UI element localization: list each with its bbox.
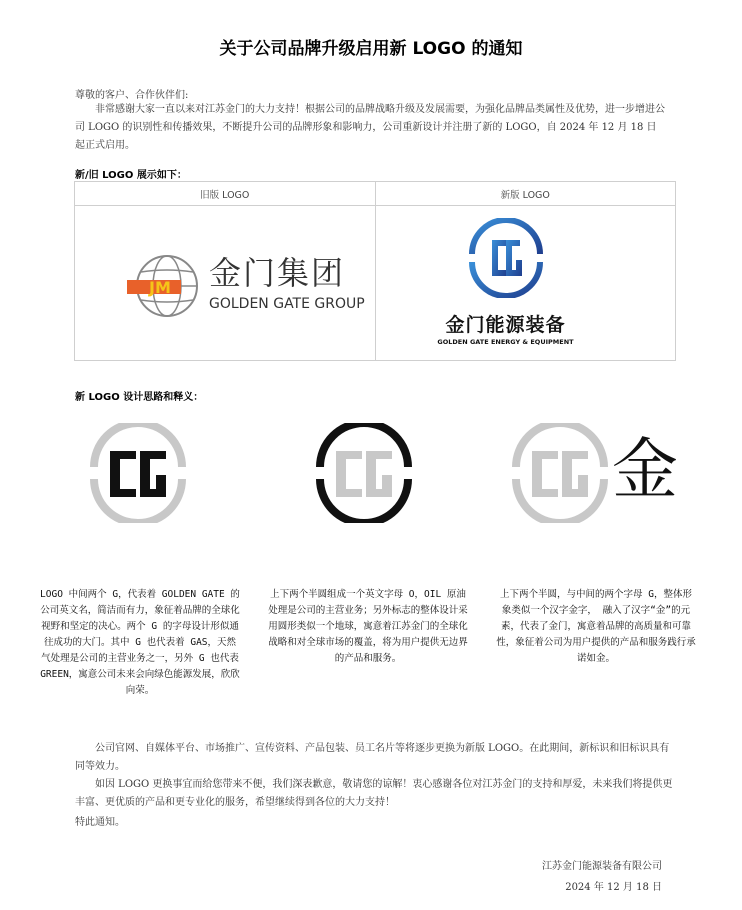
greeting: 尊敬的客户、合作伙伴们: <box>75 90 189 101</box>
apology-paragraph: 如因 LOGO 更换事宜而给您带来不便，我们深表歉意，敬请您的谅解！衷心感谢各位对江苏金门的支持和厚爱，未来我们将提供更丰富、更优质的产品和更专业化的服务，希望继续得到各位的大力支持！ <box>75 779 673 808</box>
old-logo-mark: JM <box>149 278 171 297</box>
globe-icon <box>127 246 207 326</box>
new-logo-name-en: GOLDEN GATE ENERGY & EQUIPMENT <box>437 338 574 346</box>
design-heading: 新 LOGO 设计思路和释义： <box>75 392 204 403</box>
logo-comparison-table <box>74 181 676 361</box>
notice-date: 2024 年 12 月 18 日 <box>565 882 662 893</box>
old-logo-name-en: GOLDEN GATE GROUP <box>209 296 365 312</box>
new-logo <box>431 218 581 358</box>
logo-display-heading: 新/旧 LOGO 展示如下： <box>75 170 187 181</box>
explanation-circle: 上下两个半圆组成一个英文字母 O，OIL 原油处理是公司的主营业务；另外标志的整体设计采用圆形类似一个地球，寓意着江苏金门的全球化战略和对全球市场的覆盖，将为用户提供无边界的产品和服务。 <box>268 589 468 664</box>
new-logo-name-cn: 金门能源装备 <box>445 314 566 336</box>
old-logo-name-cn: 金门集团 <box>209 254 346 292</box>
old-logo-header: 旧版 LOGO <box>75 182 376 206</box>
jin-mark-icon <box>510 423 610 523</box>
notice-title: 关于公司品牌升级启用新 LOGO 的通知 <box>219 39 523 59</box>
new-logo-emblem-icon <box>466 218 546 298</box>
jin-glyph: 金 <box>612 431 678 508</box>
new-logo-header: 新版 LOGO <box>375 182 676 206</box>
intro-paragraph: 非常感谢大家一直以来对江苏金门的大力支持！根据公司的品牌战略升级及发展需要，为强化品牌品类属性及优势，进一步增进公司 LOGO 的识别性和传播效果，不断提升公司的品牌形象和影响力，公司重新设计并注册了新的 LOGO，自 2024 年 12 月 18 日起正式启用。 <box>75 104 665 151</box>
closing-line: 特此通知。 <box>75 817 125 828</box>
company-signature: 江苏金门能源装备有限公司 <box>542 861 662 872</box>
circle-o-icon <box>314 423 414 523</box>
explanation-gg: LOGO 中间两个 G，代表着 GOLDEN GATE 的公司英文名，简洁而有力，象征着品牌的全球化视野和坚定的决心。两个 G 的字母设计形似通往成功的大门。其中 G 也代表着 GAS，天然气处理是公司的主营业务之一，另外 G 也代表 GREEN，寓意公司未来会向绿色能源发展，欣欣向荣。 <box>40 589 240 696</box>
gg-letters-icon <box>88 423 188 523</box>
explanation-jin: 上下两个半圆，与中间的两个字母 G，整体形象类似一个汉字金字， 融入了汉字“金”的元素，代表了金门，寓意着品牌的高质量和可靠性，象征着公司为用户提供的产品和服务践行承诺如金。 <box>496 589 696 664</box>
new-logo-cell <box>375 206 676 361</box>
old-logo <box>127 246 367 326</box>
old-logo-cell <box>75 206 376 361</box>
transition-paragraph: 公司官网、自媒体平台、市场推广、宣传资料、产品包装、员工名片等将逐步更换为新版 LOGO。在此期间，新标识和旧标识具有同等效力。 <box>75 743 670 772</box>
